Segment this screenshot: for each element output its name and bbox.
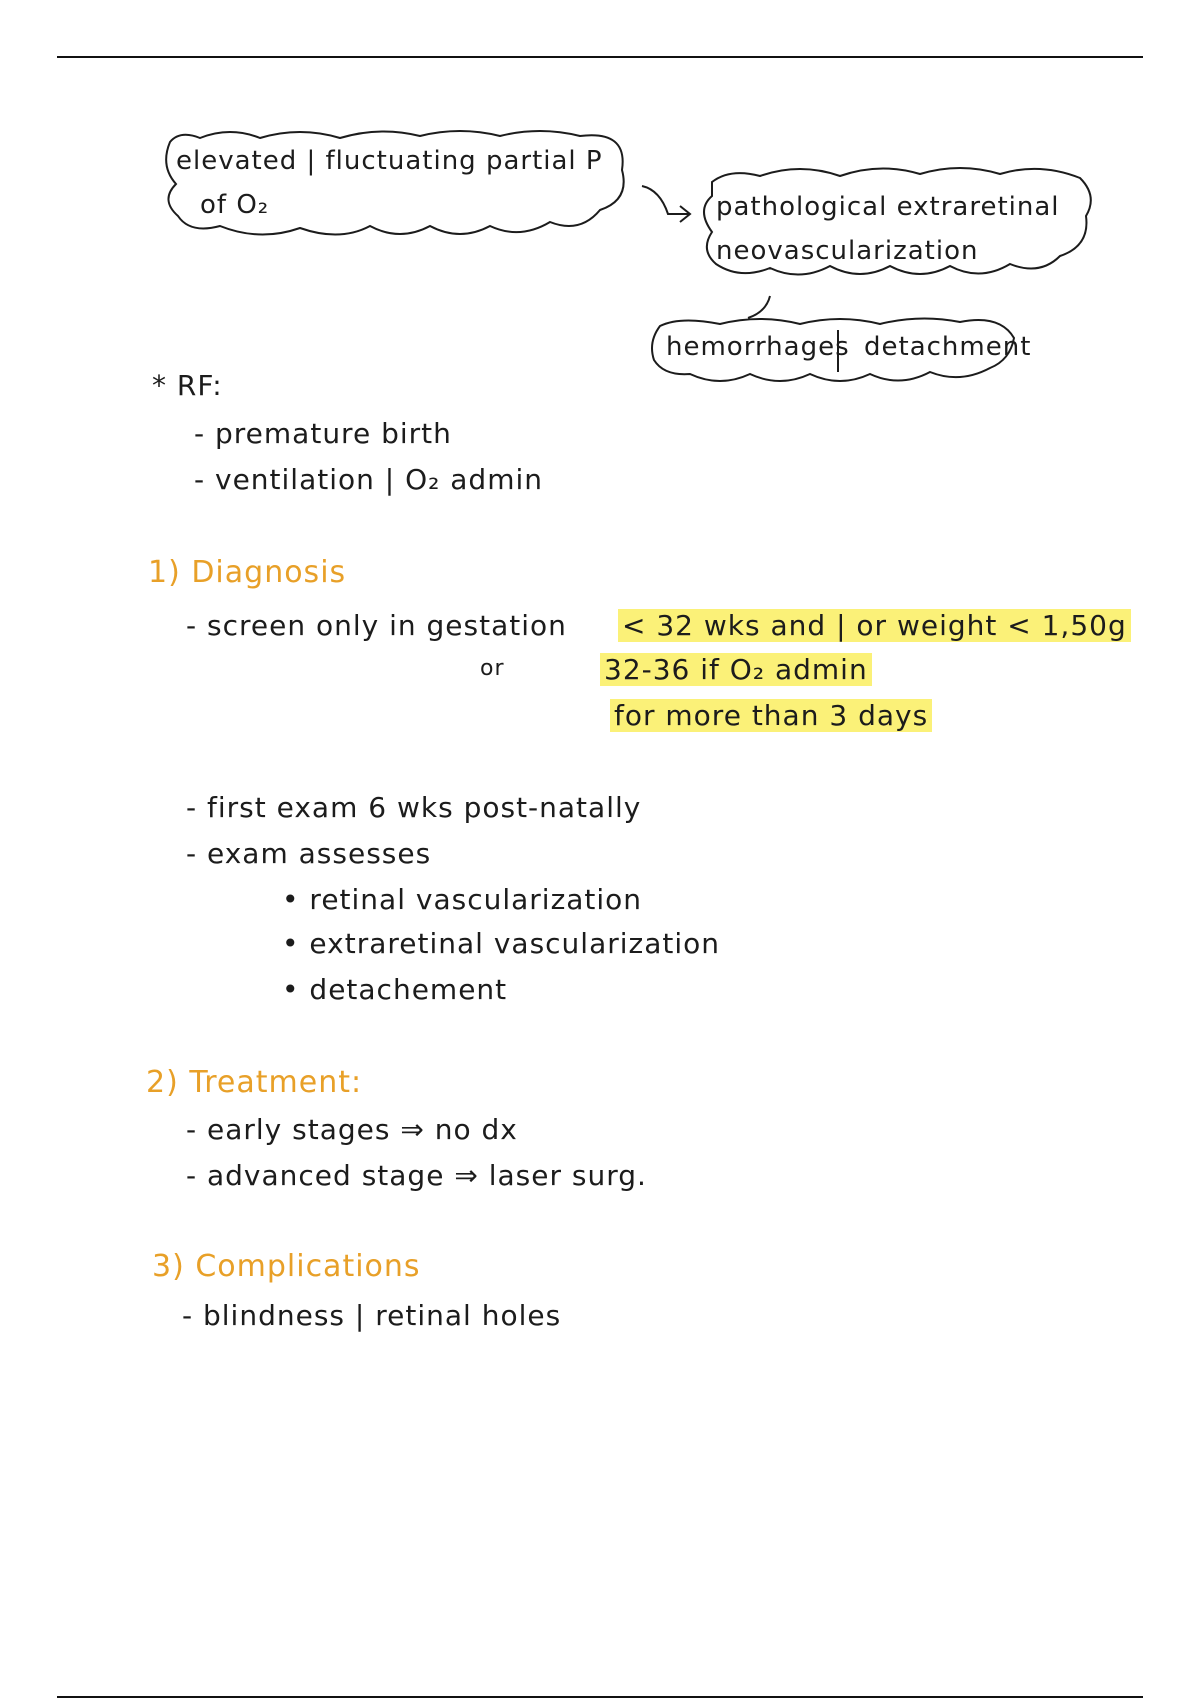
bottom-rule	[57, 1696, 1143, 1698]
box3-left: hemorrhages	[666, 332, 850, 362]
complications-item-1: - blindness | retinal holes	[182, 1299, 562, 1332]
box1-line1: elevated | fluctuating partial P	[176, 146, 603, 176]
box2-line1: pathological extraretinal	[716, 192, 1060, 222]
box3-right: detachment	[864, 332, 1032, 362]
rf-heading: * RF:	[152, 369, 223, 402]
diagnosis-or: or	[480, 656, 505, 681]
rf-item-1: - premature birth	[194, 417, 452, 450]
treatment-item-1: - early stages ⇒ no dx	[186, 1113, 518, 1146]
diagnosis-first-exam: - first exam 6 wks post-natally	[186, 791, 642, 824]
diagnosis-criteria-2	[600, 653, 872, 686]
diagnosis-criteria-3	[610, 699, 932, 732]
box1-line2: of O₂	[200, 190, 270, 220]
diagnosis-criteria-1	[618, 609, 1131, 642]
diagnosis-bullet-3: • detachement	[282, 973, 508, 1006]
diagnosis-screen-lead: - screen only in gestation	[186, 609, 567, 642]
arrow-right	[642, 186, 690, 222]
highlight-criteria-2: 32-36 if O₂ admin	[600, 653, 872, 686]
highlight-criteria-3: for more than 3 days	[610, 699, 932, 732]
box2-line2: neovascularization	[716, 236, 979, 266]
treatment-item-2: - advanced stage ⇒ laser surg.	[186, 1159, 647, 1192]
diagnosis-bullet-1: • retinal vascularization	[282, 883, 643, 916]
rf-item-2: - ventilation | O₂ admin	[194, 463, 544, 496]
complications-heading: 3) Complications	[152, 1249, 421, 1284]
highlight-criteria-1: < 32 wks and | or weight < 1,50g	[618, 609, 1131, 642]
diagnosis-bullet-2: • extraretinal vascularization	[282, 927, 721, 960]
treatment-heading: 2) Treatment:	[146, 1065, 363, 1100]
diagnosis-heading: 1) Diagnosis	[148, 555, 347, 590]
connector-line	[748, 296, 770, 318]
diagnosis-exam-assesses: - exam assesses	[186, 837, 432, 870]
